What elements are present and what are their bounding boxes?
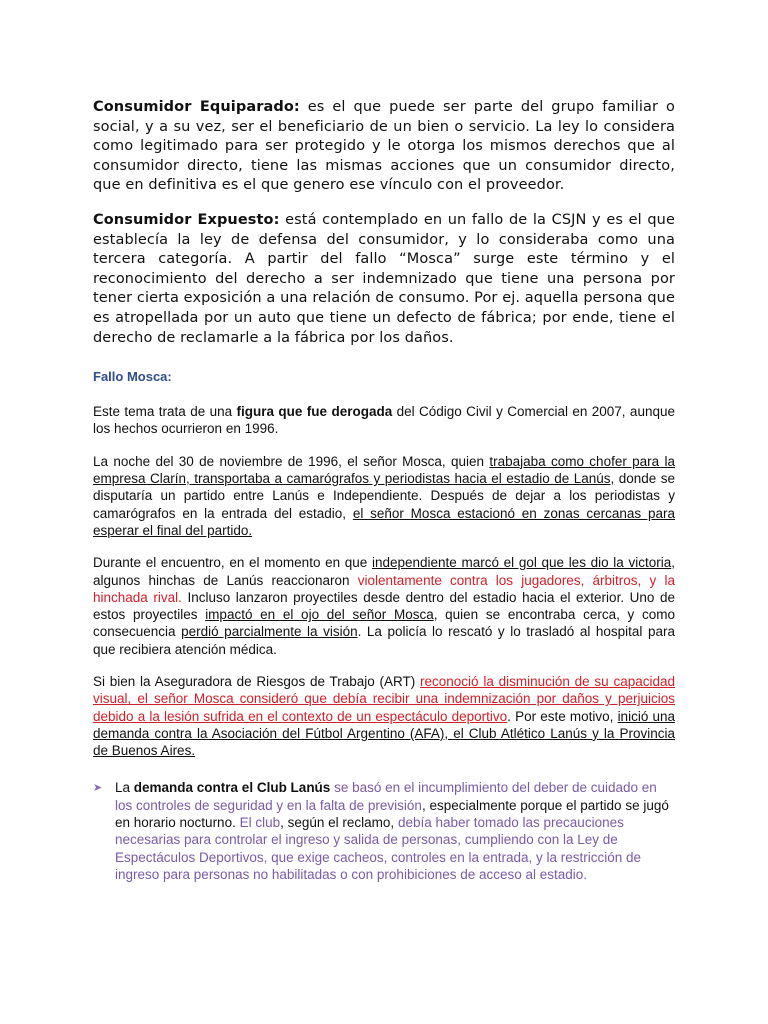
text-run: La noche del 30 de noviembre de 1996, el señor Mosca, quien [93,453,490,469]
text-run: . Por este motivo, [507,708,618,724]
text-run: La [115,780,134,796]
text-run: Durante el encuentro, en el momento en que [93,555,372,571]
document-page [93,98,675,883]
definition-expuesto: está contemplado en un fallo de la CSJN y es el que establecía la ley de defensa del consumidor, y lo consideraba como una tercera categoría. A partir del fallo “Mosca” surge este término y el reconocimiento del derecho a ser indemnizado que tiene una persona por tener cierta exposición a una relación de consumo. Por ej. aquella persona que es atropellada por un auto que tiene un defecto de fábrica; por ende, tiene el derecho de reclamarle a la fábrica por los daños. [93,211,675,346]
purple-run: se basó en el incumplimiento del deber de cuidado en los controles de seguridad y en la falta de previsión [115,780,657,813]
text-run: , especialmente porque el partido se jugó en horario nocturno. [115,797,669,831]
underlined-run: inició una demanda contra la Asociación del Fútbol Argentino (AFA), el Club Atlético Lanús y la Provincia de Buenos Aires. [93,708,675,759]
underlined-run: impactó en el ojo del señor Mosca [205,607,434,623]
text-run: Incluso lanzaron proyectiles desde dentro del estadio hacia el exterior. Uno de estos proyectiles [93,589,675,623]
paragraph-figura-derogada [93,403,675,438]
text-run: , quien se encontraba cerca, y como consecuencia [93,607,675,640]
paragraph-consumidor-expuesto [93,211,675,348]
text-run: Este tema trata de una [93,404,237,420]
arrow-bullet-icon: ➤ [93,781,103,795]
heading-text: Fallo Mosca [93,369,168,385]
red-run: violentamente contra los jugadores, árbitros, y la hinchada rival. [93,572,676,605]
definition-equiparado: es el que puede ser parte del grupo familiar o social, y a su vez, ser el beneficiario de un bien o servicio. La ley lo considera como legitimado para ser protegido y le otorga los mismos derechos que al consumidor directo, tiene las mismas acciones que un consumidor directo, que en definitiva es el que genero ese vínculo con el proveedor. [93,99,675,194]
red-underlined-run: reconoció la disminución de su capacidad visual, el señor Mosca consideró que debía recibir una indemnización por daños y perjuicios debido a la lesión sufrida en el contexto de un espectáculo deportivo [93,673,675,724]
bold-run: figura que fue derogada [236,404,393,420]
section-heading-fallo-mosca [93,369,675,385]
text-run: del Código Civil y Comercial en 2007, aunque los hechos ocurrieron en 1996. [93,404,675,437]
text-run: . La policía lo rescató y lo trasladó al hospital para que recibiera atención médica. [93,624,675,657]
bullet-demanda-club-lanus [93,779,675,883]
heading-colon: : [167,369,172,385]
underlined-run: trabajaba como chofer para la empresa Clarín, transportaba a camarógrafos y periodistas hacia el estadio de Lanús, [93,453,675,487]
text-run: Si bien la Aseguradora de Riesgos de Trabajo (ART) [93,673,421,689]
purple-run: debía haber tomado las precauciones necesarias para controlar el ingreso y salida de personas, cumpliendo con la Ley de Espectáculos Deportivos, que exige cacheos, controles en la entrada, y la restricción de ingreso para personas no habilitadas o con prohibiciones de acceso al estadio. [115,815,642,882]
term-equiparado: Consumidor Equiparado: [93,99,300,115]
term-expuesto: Consumidor Expuesto: [93,211,280,228]
paragraph-consumidor-equiparado [93,98,675,196]
purple-run: El club [239,815,281,831]
text-run: donde se disputaría un partido entre Lanús e Independiente. Después de dejar a los periodistas y camarógrafos en la entrada del estadio, [93,471,675,521]
text-run: , según el reclamo, [280,815,398,831]
underlined-run: el señor Mosca estacionó en zonas cercanas para esperar el final del partido. [93,505,675,538]
paragraph-encuentro [93,554,675,658]
bold-run: demanda contra el Club Lanús [133,780,331,796]
text-run: , algunos hinchas de Lanús reaccionaron [93,555,675,588]
paragraph-noche [93,453,675,539]
underlined-run: independiente marcó el gol que les dio la victoria [371,555,672,571]
paragraph-aseguradora [93,673,675,759]
underlined-run: perdió parcialmente la visión [181,624,358,640]
